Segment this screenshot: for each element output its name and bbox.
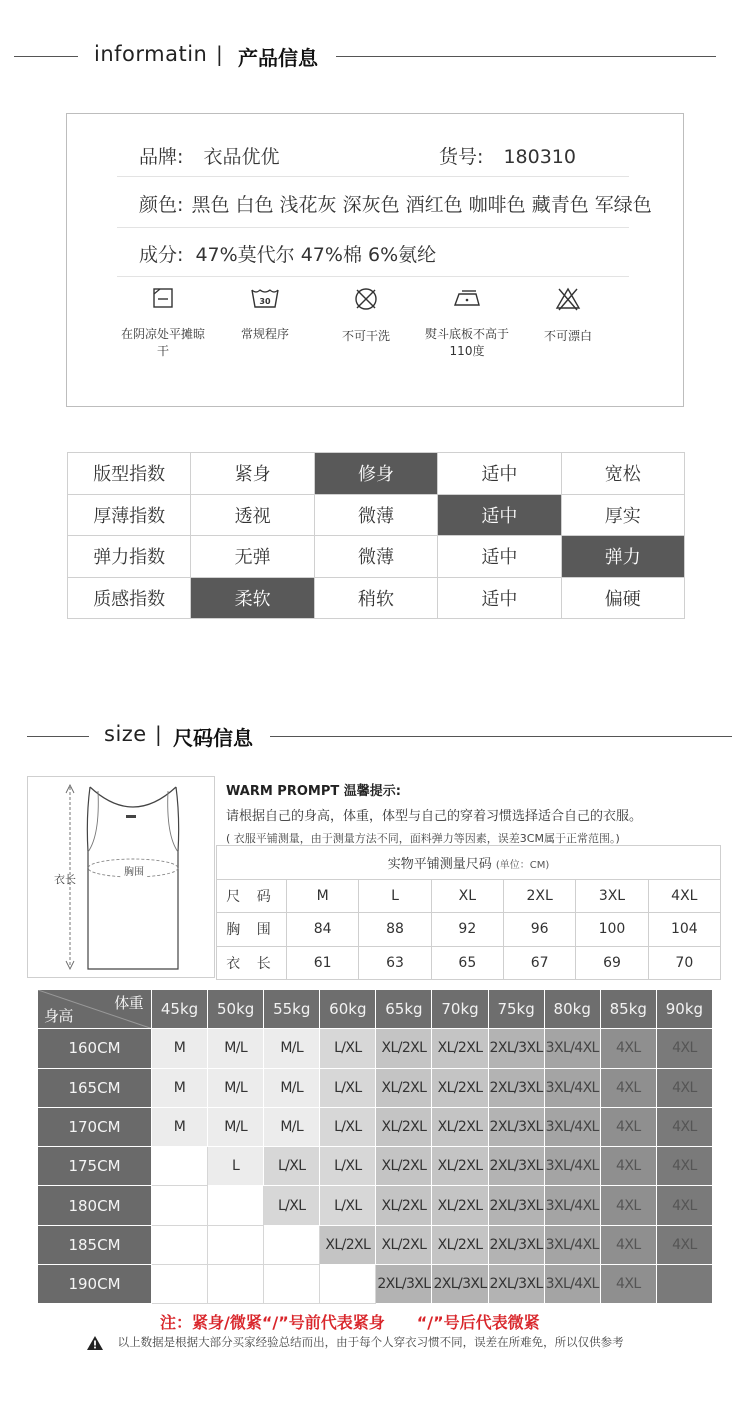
- size-cell: 2XL/3XL: [432, 1265, 488, 1304]
- size-cell: M: [152, 1029, 208, 1068]
- weight-header: 55kg: [264, 990, 320, 1029]
- brand-value: 衣品优优: [203, 146, 280, 168]
- size-cell: M/L: [208, 1068, 264, 1107]
- size-cell: XL/2XL: [376, 1068, 432, 1107]
- measurement-caption-text: 实物平铺测量尺码: [387, 856, 492, 872]
- colors-label: 颜色:: [139, 194, 184, 216]
- info-divider: [117, 276, 629, 277]
- size-cell: XL/2XL: [376, 1186, 432, 1225]
- measurement-cell: 84: [287, 913, 359, 947]
- index-label: 弹力指数: [68, 536, 191, 578]
- size-cell: M: [152, 1068, 208, 1107]
- size-cell: XL/2XL: [432, 1068, 488, 1107]
- weight-header: 60kg: [320, 990, 376, 1029]
- svg-text:30: 30: [259, 297, 271, 306]
- size-cell: 2XL/3XL: [488, 1265, 544, 1304]
- size-row: [38, 1107, 713, 1146]
- size-cell: XL/2XL: [376, 1225, 432, 1264]
- weight-header-row: [38, 990, 713, 1029]
- size-cell: XL/2XL: [432, 1029, 488, 1068]
- sku-label: 货号:: [439, 146, 484, 168]
- index-option: 微薄: [314, 536, 437, 578]
- index-option: 宽松: [561, 453, 684, 495]
- weight-header: 80kg: [544, 990, 600, 1029]
- size-cell: 4XL: [600, 1107, 656, 1146]
- weight-header: 70kg: [432, 990, 488, 1029]
- size-cell: 3XL/4XL: [544, 1107, 600, 1146]
- measurement-cell: 67: [503, 946, 575, 980]
- measurement-cell: 100: [576, 913, 648, 947]
- measurement-caption-row: [217, 846, 721, 880]
- height-header: 170CM: [38, 1107, 152, 1146]
- warm-prompt: [226, 780, 642, 846]
- care-label: 干: [156, 344, 169, 358]
- measurement-table: [216, 845, 721, 980]
- header-line-left: [14, 56, 78, 57]
- size-cell: L: [208, 1147, 264, 1186]
- size-row: [38, 1029, 713, 1068]
- care-item: [311, 286, 421, 345]
- size-cell: 2XL/3XL: [488, 1147, 544, 1186]
- size-cell: XL/2XL: [432, 1147, 488, 1186]
- chest-row: [217, 913, 721, 947]
- weight-header: 50kg: [208, 990, 264, 1029]
- brand-label: 品牌:: [139, 146, 184, 168]
- line-dry-flat-icon: [151, 286, 175, 310]
- size-cell: [152, 1225, 208, 1264]
- measurement-row-label: 胸 围: [217, 913, 287, 947]
- measurement-cell: 70: [648, 946, 720, 980]
- weight-header: 45kg: [152, 990, 208, 1029]
- weight-header: 75kg: [488, 990, 544, 1029]
- size-cell: M/L: [264, 1107, 320, 1146]
- warm-prompt-line: 请根据自己的身高，体重，体型与自己的穿着习惯选择适合自己的衣服。: [226, 809, 643, 824]
- material-value: 47%莫代尔 47%棉 6%氨纶: [195, 244, 437, 266]
- sku-row: [439, 142, 576, 169]
- size-cell: [152, 1147, 208, 1186]
- length-label: 衣长: [54, 873, 76, 886]
- size-cell: XL/2XL: [376, 1107, 432, 1146]
- measurement-cell: L: [359, 879, 431, 913]
- sku-value: 180310: [503, 146, 576, 168]
- info-header-en: informatin: [94, 42, 208, 66]
- table-corner: [38, 990, 152, 1029]
- size-cell: 4XL: [656, 1068, 712, 1107]
- index-option: 适中: [438, 536, 561, 578]
- index-option: 偏硬: [561, 577, 684, 619]
- size-cell: [152, 1265, 208, 1304]
- weight-header: 85kg: [600, 990, 656, 1029]
- size-row: [38, 1147, 713, 1186]
- care-item: [108, 286, 218, 360]
- weight-axis-label: 体重: [114, 994, 143, 1012]
- height-header: 180CM: [38, 1186, 152, 1225]
- disclaimer: [86, 1334, 624, 1351]
- size-cell: M/L: [208, 1107, 264, 1146]
- measurement-cell: 88: [359, 913, 431, 947]
- size-cell: 2XL/3XL: [488, 1225, 544, 1264]
- size-cell: 4XL: [656, 1107, 712, 1146]
- info-divider: [117, 176, 629, 177]
- index-option: 弹力: [561, 536, 684, 578]
- warm-prompt-note: ( 衣服平铺测量，由于测量方法不同，面料弹力等因素，误差3CM属于正常范围。): [226, 832, 620, 845]
- measurement-cell: M: [287, 879, 359, 913]
- size-cell: L/XL: [320, 1029, 376, 1068]
- index-option: 适中: [438, 453, 561, 495]
- header-line-left: [27, 736, 89, 737]
- index-option: 稍软: [314, 577, 437, 619]
- info-divider: [117, 227, 629, 228]
- material-label: 成分:: [139, 244, 184, 266]
- size-cell: 2XL/3XL: [488, 1186, 544, 1225]
- size-cell: M/L: [208, 1029, 264, 1068]
- index-option: 厚实: [561, 494, 684, 536]
- header-line-right: [270, 736, 732, 737]
- info-header-separator: |: [216, 42, 223, 66]
- size-cell: [264, 1265, 320, 1304]
- size-cell: [656, 1265, 712, 1304]
- care-label: 常规程序: [240, 327, 289, 341]
- size-cell: 4XL: [600, 1186, 656, 1225]
- size-header-title: 尺码信息: [173, 726, 253, 750]
- size-cell: [152, 1186, 208, 1225]
- index-label: 质感指数: [68, 577, 191, 619]
- fit-index-table: [67, 452, 685, 619]
- size-row: [217, 879, 721, 913]
- size-cell: L/XL: [320, 1107, 376, 1146]
- care-label: 熨斗底板不高于: [424, 327, 509, 341]
- size-section-header: [0, 716, 750, 756]
- measurement-caption: [217, 846, 721, 880]
- size-cell: L/XL: [264, 1186, 320, 1225]
- measurement-cell: 96: [503, 913, 575, 947]
- measurement-unit: (单位：CM): [495, 859, 550, 871]
- material-row: [139, 240, 436, 267]
- measurement-cell: 63: [359, 946, 431, 980]
- size-header-en: size: [104, 722, 147, 746]
- size-cell: M/L: [264, 1068, 320, 1107]
- care-label: 在阴凉处平摊晾: [120, 327, 205, 341]
- no-bleach-icon: [554, 286, 582, 312]
- no-dry-clean-icon: [353, 286, 379, 312]
- size-cell: 4XL: [600, 1147, 656, 1186]
- header-line-right: [336, 56, 716, 57]
- care-label: 不可干洗: [341, 329, 390, 343]
- size-cell: [320, 1265, 376, 1304]
- size-cell: L/XL: [320, 1147, 376, 1186]
- size-cell: L/XL: [320, 1186, 376, 1225]
- index-option: 柔软: [191, 577, 314, 619]
- disclaimer-text: 以上数据是根据大部分买家经验总结而出，由于每个人穿衣习惯不同，误差在所难免，所以仅供参考: [117, 1335, 624, 1349]
- size-cell: XL/2XL: [320, 1225, 376, 1264]
- index-row: [68, 577, 685, 619]
- warning-icon: [86, 1335, 104, 1351]
- index-option: 无弹: [191, 536, 314, 578]
- index-option: 修身: [314, 453, 437, 495]
- index-label: 版型指数: [68, 453, 191, 495]
- size-cell: [208, 1225, 264, 1264]
- size-cell: XL/2XL: [432, 1186, 488, 1225]
- size-row: [38, 1225, 713, 1264]
- size-row: [38, 1068, 713, 1107]
- size-cell: XL/2XL: [432, 1225, 488, 1264]
- measurement-row-label: 尺 码: [217, 879, 287, 913]
- height-header: 185CM: [38, 1225, 152, 1264]
- product-info-box: [66, 113, 684, 407]
- measurement-cell: 4XL: [648, 879, 720, 913]
- length-row: [217, 946, 721, 980]
- index-label: 厚薄指数: [68, 494, 191, 536]
- size-cell: 3XL/4XL: [544, 1068, 600, 1107]
- index-option: 紧身: [191, 453, 314, 495]
- size-cell: 4XL: [600, 1068, 656, 1107]
- size-cell: L/XL: [320, 1068, 376, 1107]
- size-cell: 4XL: [656, 1029, 712, 1068]
- size-cell: 4XL: [600, 1029, 656, 1068]
- height-header: 190CM: [38, 1265, 152, 1304]
- size-cell: [208, 1186, 264, 1225]
- height-header: 160CM: [38, 1029, 152, 1068]
- size-cell: 4XL: [600, 1265, 656, 1304]
- measurement-cell: 65: [431, 946, 503, 980]
- size-cell: 3XL/4XL: [544, 1029, 600, 1068]
- size-cell: XL/2XL: [376, 1029, 432, 1068]
- care-item: [513, 286, 623, 345]
- wash-30-icon: [250, 286, 280, 310]
- info-section-header: [0, 36, 750, 76]
- index-option: 透视: [191, 494, 314, 536]
- info-header-title: 产品信息: [238, 46, 318, 70]
- index-option: 适中: [438, 494, 561, 536]
- measurement-cell: 92: [431, 913, 503, 947]
- size-cell: M: [152, 1107, 208, 1146]
- size-cell: 2XL/3XL: [488, 1029, 544, 1068]
- garment-diagram: [27, 776, 215, 978]
- brand-row: [139, 142, 279, 169]
- care-item: [210, 286, 320, 343]
- size-cell: L/XL: [264, 1147, 320, 1186]
- size-cell: 2XL/3XL: [488, 1107, 544, 1146]
- measurement-cell: 104: [648, 913, 720, 947]
- measurement-cell: XL: [431, 879, 503, 913]
- height-header: 165CM: [38, 1068, 152, 1107]
- size-cell: M/L: [264, 1029, 320, 1068]
- chest-label: 胸围: [122, 863, 146, 878]
- size-cell: XL/2XL: [432, 1107, 488, 1146]
- size-cell: 2XL/3XL: [376, 1265, 432, 1304]
- index-row: [68, 536, 685, 578]
- colors-value: 黑色 白色 浅花灰 深灰色 酒红色 咖啡色 藏青色 军绿色: [191, 194, 652, 216]
- index-row: [68, 494, 685, 536]
- measurement-cell: 69: [576, 946, 648, 980]
- warm-prompt-title: WARM PROMPT 温馨提示:: [226, 784, 401, 799]
- size-recommendation-table: [37, 989, 713, 1304]
- size-cell: [264, 1225, 320, 1264]
- index-option: 微薄: [314, 494, 437, 536]
- weight-header: 65kg: [376, 990, 432, 1029]
- index-option: 适中: [438, 577, 561, 619]
- size-header-separator: |: [155, 722, 162, 746]
- size-cell: 3XL/4XL: [544, 1265, 600, 1304]
- size-cell: 4XL: [656, 1147, 712, 1186]
- care-label: 110度: [449, 344, 485, 358]
- iron-icon: [452, 286, 482, 310]
- size-cell: 3XL/4XL: [544, 1186, 600, 1225]
- size-cell: 3XL/4XL: [544, 1225, 600, 1264]
- index-row: [68, 453, 685, 495]
- size-cell: 2XL/3XL: [488, 1068, 544, 1107]
- size-row: [38, 1265, 713, 1304]
- size-row: [38, 1186, 713, 1225]
- height-header: 175CM: [38, 1147, 152, 1186]
- size-cell: 4XL: [656, 1225, 712, 1264]
- size-cell: 3XL/4XL: [544, 1147, 600, 1186]
- measurement-row-label: 衣 长: [217, 946, 287, 980]
- care-item: [412, 286, 522, 360]
- measurement-cell: 61: [287, 946, 359, 980]
- weight-header: 90kg: [656, 990, 712, 1029]
- height-axis-label: 身高: [44, 1007, 73, 1026]
- colors-row: [139, 190, 652, 217]
- measurement-cell: 3XL: [576, 879, 648, 913]
- size-cell: [208, 1265, 264, 1304]
- size-cell: 4XL: [656, 1186, 712, 1225]
- care-label: 不可漂白: [543, 329, 592, 343]
- size-cell: XL/2XL: [376, 1147, 432, 1186]
- size-cell: 4XL: [600, 1225, 656, 1264]
- measurement-cell: 2XL: [503, 879, 575, 913]
- fit-note: 注：紧身/微紧“/”号前代表紧身 “/”号后代表微紧: [160, 1313, 540, 1332]
